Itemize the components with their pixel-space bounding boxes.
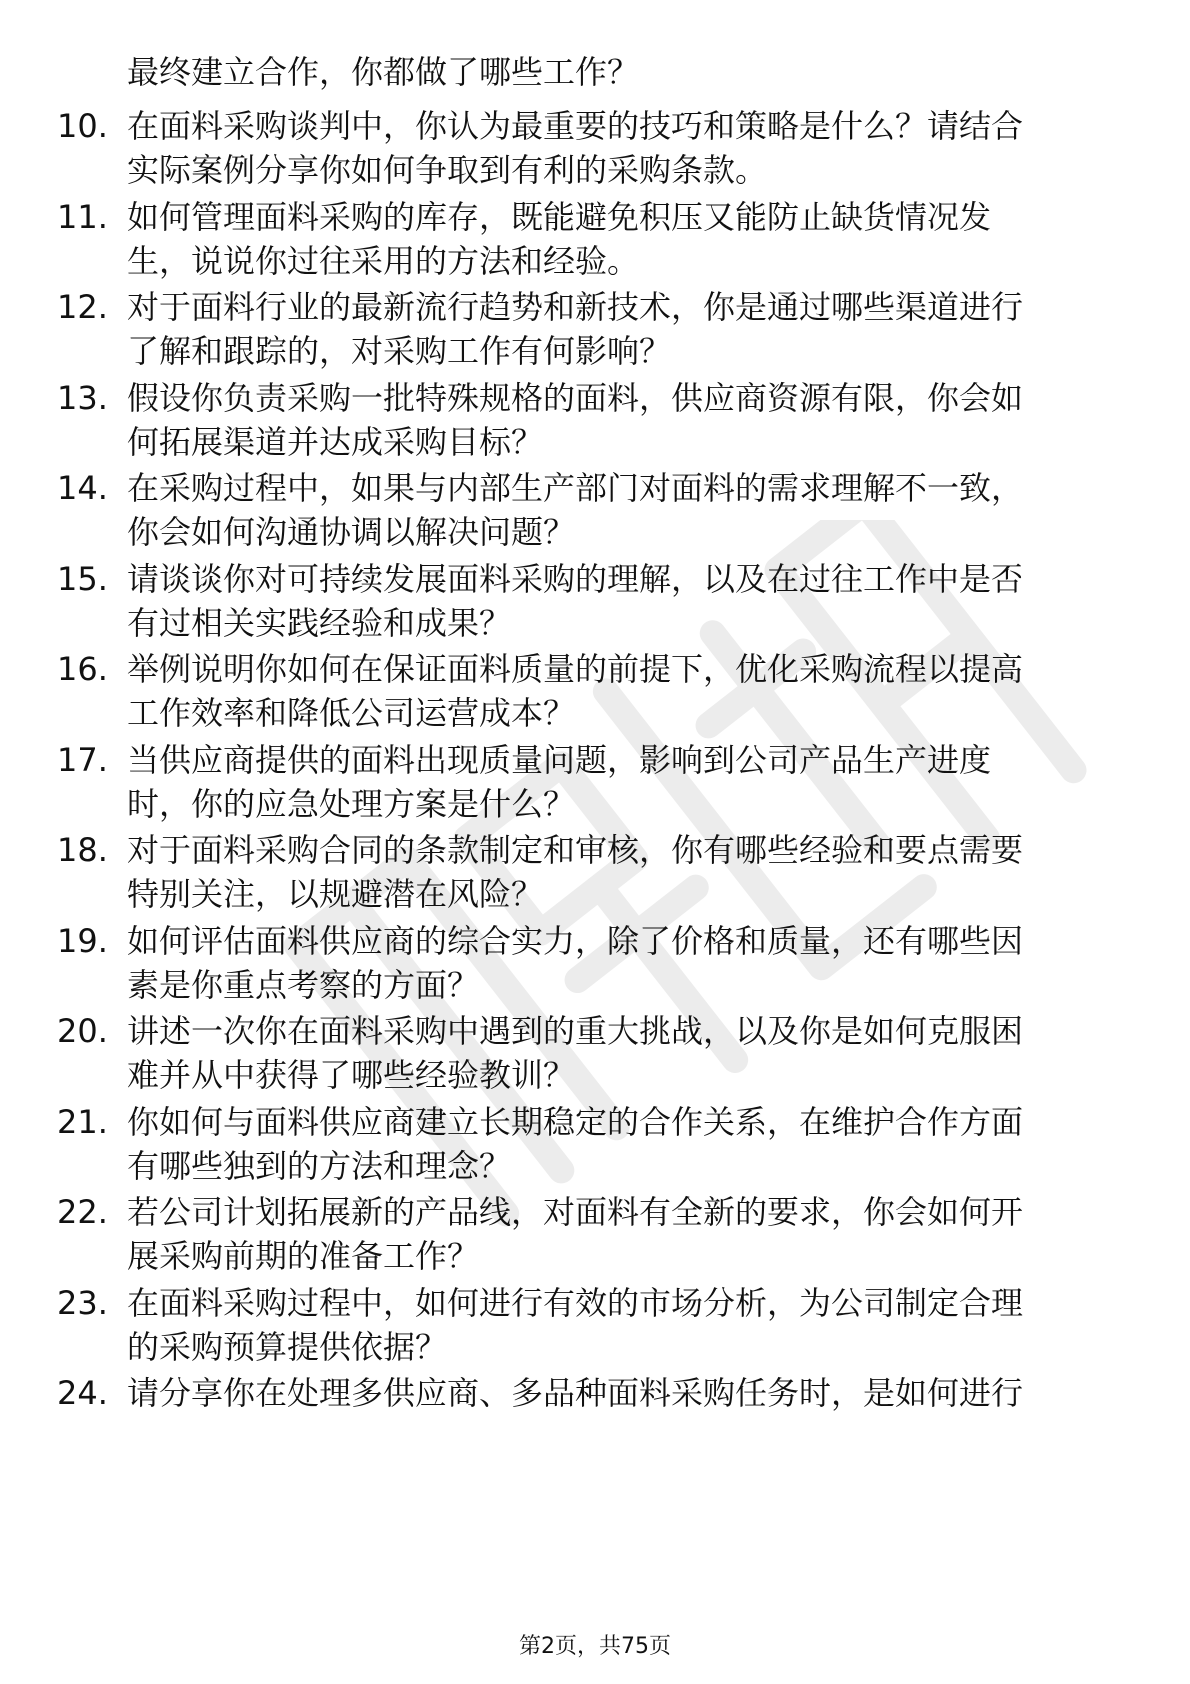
- question-text-line-2: 实际案例分享你如何争取到有利的采购条款。: [127, 151, 768, 189]
- question-text-line-1: 对于面料采购合同的条款制定和审核，你有哪些经验和要点需要: [127, 831, 1024, 869]
- question-number: 19.: [57, 921, 108, 960]
- page-footer: 第2页，共75页: [519, 1634, 671, 1659]
- question-item: [0, 1281, 1190, 1371]
- question-item: [0, 828, 1190, 918]
- question-text-line-1: 若公司计划拓展新的产品线，对面料有全新的要求，你会如何开: [127, 1193, 1024, 1231]
- question-text-line-2: 了解和跟踪的，对采购工作有何影响？: [127, 332, 672, 370]
- question-number: 20.: [57, 1012, 108, 1050]
- question-item: [0, 557, 1190, 647]
- question-number: 24.: [57, 1374, 108, 1412]
- question-text-line-1: 如何评估面料供应商的综合实力，除了价格和质量，还有哪些因: [127, 921, 1024, 960]
- question-item: [0, 376, 1190, 466]
- question-item: [0, 104, 1190, 194]
- question-item: [0, 919, 1190, 1009]
- question-text-line-2: 难并从中获得了哪些经验教训？: [127, 1056, 576, 1094]
- question-text-line-2: 特别关注，以规避潜在风险？: [127, 875, 544, 913]
- question-number: 14.: [57, 469, 108, 507]
- question-number: 18.: [57, 831, 108, 869]
- question-item: [0, 466, 1190, 556]
- question-text-line-2: 有哪些独到的方法和理念？: [127, 1146, 512, 1185]
- question-number: 17.: [57, 740, 108, 779]
- question-number: 11.: [57, 197, 108, 236]
- question-item: [0, 738, 1190, 828]
- question-text-line-1: 举例说明你如何在保证面料质量的前提下，优化采购流程以提高: [127, 650, 1024, 688]
- question-item: [0, 1190, 1190, 1280]
- question-number: 12.: [57, 288, 108, 326]
- question-text-line-1: 当供应商提供的面料出现质量问题，影响到公司产品生产进度: [127, 740, 992, 779]
- question-item: [0, 195, 1190, 285]
- question-text-line-2: 生，说说你过往采用的方法和经验。: [127, 241, 640, 280]
- question-text-line-1: 在面料采购谈判中，你认为最重要的技巧和策略是什么？请结合: [127, 107, 1024, 145]
- question-text-line-1: 在面料采购过程中，如何进行有效的市场分析，为公司制定合理: [127, 1283, 1024, 1322]
- continuation-text: 最终建立合作，你都做了哪些工作？: [127, 53, 640, 91]
- question-text-line-2: 展采购前期的准备工作？: [127, 1237, 480, 1275]
- question-text-line-2: 的采购预算提供依据？: [127, 1327, 448, 1366]
- question-number: 23.: [57, 1283, 108, 1322]
- question-text-line-1: 你如何与面料供应商建立长期稳定的合作关系，在维护合作方面: [127, 1102, 1024, 1141]
- question-text-line-2: 你会如何沟通协调以解决问题？: [127, 513, 576, 551]
- question-item: [0, 1371, 1190, 1461]
- question-number: 16.: [57, 650, 108, 688]
- question-text-line-2: 时，你的应急处理方案是什么？: [127, 784, 576, 823]
- question-item: [0, 285, 1190, 375]
- question-number: 15.: [57, 559, 108, 598]
- question-text-line-1: 对于面料行业的最新流行趋势和新技术，你是通过哪些渠道进行: [127, 288, 1024, 326]
- question-item: [0, 1100, 1190, 1190]
- question-text-line-1: 假设你负责采购一批特殊规格的面料，供应商资源有限，你会如: [127, 378, 1024, 417]
- question-text-line-1: 在采购过程中，如果与内部生产部门对面料的需求理解不一致，: [127, 469, 1024, 507]
- question-text-line-1: 如何管理面料采购的库存，既能避免积压又能防止缺货情况发: [127, 197, 992, 236]
- question-number: 22.: [57, 1193, 108, 1231]
- question-text-line-1: 讲述一次你在面料采购中遇到的重大挑战，以及你是如何克服困: [127, 1012, 1024, 1050]
- question-number: 13.: [57, 378, 108, 417]
- question-number: 21.: [57, 1102, 108, 1141]
- question-text-line-2: 有过相关实践经验和成果？: [127, 603, 512, 642]
- question-text-line-2: 工作效率和降低公司运营成本？: [127, 694, 576, 732]
- question-number: 10.: [57, 107, 108, 145]
- question-item: [0, 1009, 1190, 1099]
- question-text-line-2: 素是你重点考察的方面？: [127, 965, 480, 1004]
- question-text-line-2: 何拓展渠道并达成采购目标？: [127, 422, 544, 461]
- question-text-line-1: 请谈谈你对可持续发展面料采购的理解，以及在过往工作中是否: [127, 559, 1024, 598]
- question-text-line-1: 请分享你在处理多供应商、多品种面料采购任务时，是如何进行: [127, 1374, 1024, 1412]
- question-item: [0, 647, 1190, 737]
